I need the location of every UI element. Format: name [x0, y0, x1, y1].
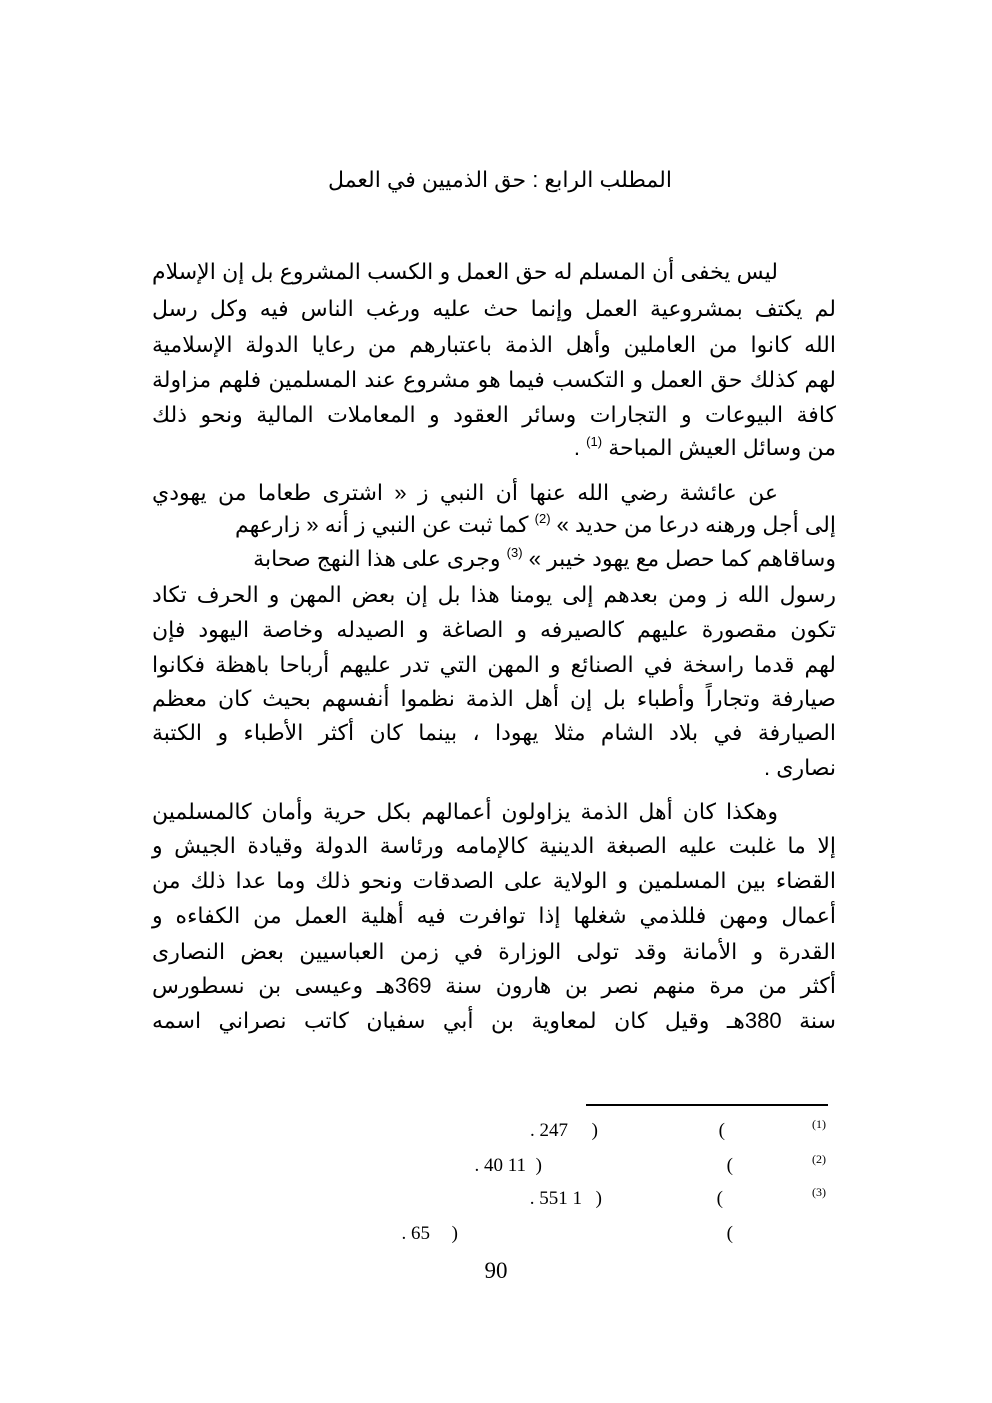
- paragraph1-line3: الله كانوا من العاملين وأهل الذمة باعتبارهم من رعايا الدولة الإسلامية: [152, 332, 836, 357]
- paragraph2-line9: نصارى .: [764, 755, 836, 780]
- footnote-paren-open: (: [726, 1223, 733, 1244]
- paragraph2-line5: تكون مقصورة عليهم كالصيرفه و الصاغة و الصيدله وخاصة اليهود فإن: [152, 617, 836, 642]
- paragraph3-line1: وهكذا كان أهل الذمة يزاولون أعمالهم بكل حرية وأمان كالمسلمين: [152, 799, 778, 824]
- footnote-1: [390, 1116, 830, 1146]
- paragraph1-line4: لهم كذلك حق العمل و التكسب فيما هو مشروع عند المسلمين فلهم مزاولة: [152, 367, 836, 392]
- section-heading: المطلب الرابع : حق الذميين في العمل: [328, 167, 672, 192]
- paragraph3-line4: أعمال ومهن فللذمي شغلها إذا توافرت فيه أهلية العمل من الكفاءه و: [152, 903, 836, 928]
- paragraph2-line6: لهم قدما راسخة في الصنائع و المهن التي تدر عليهم أرباحا باهظة فكانوا: [152, 652, 836, 677]
- paragraph2-line8: الصيارفة في بلاد الشام مثلا يهودا ، بينما كان أكثر الأطباء و الكتبة: [152, 720, 836, 745]
- paragraph2-line4: رسول الله ز ومن بعدهم إلى يومنا هذا بل إن بعض المهن و الحرف تكاد: [152, 582, 836, 607]
- paragraph1-line1: ليس يخفى أن المسلم له حق العمل و الكسب المشروع بل إن الإسلام: [152, 259, 778, 284]
- page-number: 90: [484, 1258, 508, 1283]
- footnote-text: . 247: [530, 1120, 568, 1141]
- paragraph3-line2: إلا ما غلبت عليه الصبغة الدينية كالإمامه ورئاسة الدولة وقيادة الجيش و: [152, 833, 836, 858]
- footnote-text: . 65: [401, 1223, 430, 1244]
- footnote-ref-3: (3): [506, 545, 523, 560]
- footnote-paren-close: ): [591, 1120, 598, 1141]
- footnote-mark: (1): [812, 1117, 826, 1131]
- footnote-paren-open: (: [716, 1188, 723, 1209]
- footnote-ref-2: (2): [534, 511, 551, 526]
- footnote-paren-close: ): [595, 1188, 602, 1209]
- paragraph2-line2-start: إلى أجل ورهنه درعا من حديد »: [556, 512, 836, 537]
- footnote-ref-1: (1): [586, 434, 603, 449]
- footnote-text: . 40 11: [474, 1155, 526, 1176]
- footnote-paren-close: ): [535, 1155, 542, 1176]
- paragraph3-line7: سنة 380هـ وقيل كان لمعاوية بن أبي سفيان كاتب نصراني اسمه: [152, 1008, 836, 1033]
- paragraph1-line6-text: من وسائل العيش المباحة: [608, 435, 836, 460]
- paragraph1-line6: [152, 431, 836, 465]
- paragraph2-line3: [152, 542, 836, 576]
- footnote-2: [390, 1151, 830, 1181]
- footnote-separator: [586, 1104, 828, 1106]
- footnote-text: . 551 1: [529, 1188, 582, 1209]
- paragraph1-line2: لم يكتف بمشروعية العمل وإنما حث عليه ورغب الناس فيه وكل رسل: [152, 296, 836, 321]
- paragraph2-line7: صيارفة وتجاراً وأطباء بل إن أهل الذمة نظموا أنفسهم بحيث كان معظم: [152, 686, 836, 711]
- paragraph2-line3-end: وجرى على هذا النهج صحابة: [253, 546, 501, 571]
- footnote-paren-close: ): [451, 1223, 458, 1244]
- footnote-paren-open: (: [726, 1155, 733, 1176]
- footnote-3: [390, 1184, 830, 1214]
- footnote-4: [390, 1219, 830, 1249]
- paragraph1-line5: كافة البيوعات و التجارات وسائر العقود و المعاملات المالية ونحو ذلك: [152, 402, 836, 427]
- paragraph3-line5: القدرة و الأمانة وقد تولى الوزارة في زمن العباسيين بعض النصارى: [152, 939, 836, 964]
- paragraph1-line6-end: .: [573, 435, 581, 460]
- footnote-paren-open: (: [718, 1120, 725, 1141]
- paragraph2-line3-start: وساقاهم كما حصل مع يهود خيبر »: [528, 546, 836, 571]
- footnote-mark: (2): [812, 1152, 826, 1166]
- paragraph2-line1: عن عائشة رضي الله عنها أن النبي ز « اشترى طعاما من يهودي: [152, 480, 778, 505]
- paragraph3-line6: أكثر من مرة منهم نصر بن هارون سنة 369هـ وعيسى بن نسطورس: [152, 973, 836, 998]
- footnote-mark: (3): [812, 1185, 826, 1199]
- paragraph2-line2-end: كما ثبت عن النبي ز أنه « زارعهم: [234, 512, 529, 537]
- paragraph3-line3: القضاء بين المسلمين و الولاية على الصدقات ونحو ذلك وما عدا ذلك من: [152, 868, 836, 893]
- paragraph2-line2: [152, 508, 836, 542]
